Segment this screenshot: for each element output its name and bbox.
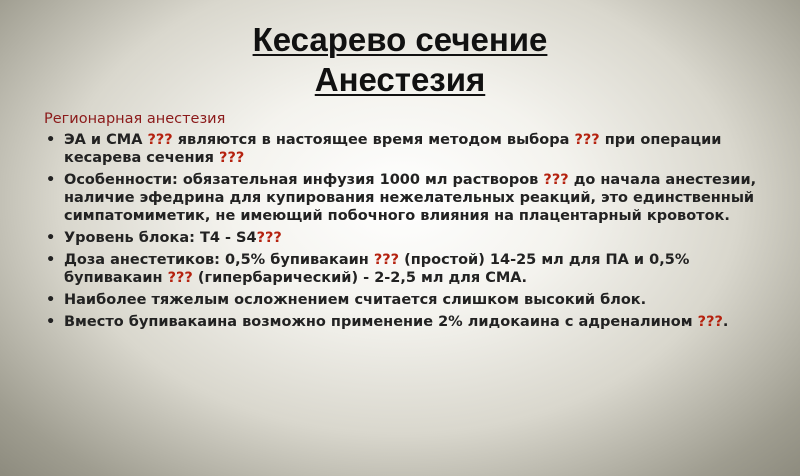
bullet-4-text-b: (простой) 14-25 мл для ПА и 0,5% бупивакаин <box>64 252 690 286</box>
title-line-2: Анестезия <box>314 61 486 98</box>
bullet-1-text-c: при операции кесарева сечения <box>64 132 722 166</box>
bullet-6-text-b: . <box>722 314 729 330</box>
title-line-1: Кесарево сечение <box>252 21 548 58</box>
bullet-item-3 <box>44 229 764 247</box>
bullet-4-text-c: (гипербарический) - 2-2,5 мл для СМА. <box>192 270 528 286</box>
bullet-1-question-marks-3: ??? <box>219 150 245 166</box>
bullet-4-question-marks-1: ??? <box>373 252 400 268</box>
bullet-item-6 <box>44 313 764 331</box>
bullet-6-question-marks-1: ??? <box>697 314 723 330</box>
bullet-item-4 <box>44 251 764 287</box>
bullet-3-text-a: Уровень блока: Т4 - S4 <box>64 230 257 246</box>
subheading: Регионарная анестезия <box>44 111 226 127</box>
bullet-item-1 <box>44 131 764 167</box>
bullet-2-question-marks-1: ??? <box>543 172 569 188</box>
bullet-item-2 <box>44 171 764 225</box>
bullet-2-text-b: до начала анестезии, наличие эфедрина для купирования нежелательных реакций, это единственный симпатомиметик, не имеющий побочного влияния на плацентарный кровоток. <box>64 172 757 224</box>
slide-title <box>0 20 800 100</box>
bullet-2-text-a: Особенности: обязательная инфузия 1000 мл растворов <box>64 172 544 188</box>
bullet-list <box>44 131 764 331</box>
bullet-4-question-marks-2: ??? <box>167 270 193 286</box>
bullet-4-text-a: Доза анестетиков: 0,5% бупивакаин <box>64 252 374 268</box>
bullet-1-question-marks-1: ??? <box>147 132 173 148</box>
slide-content <box>44 110 764 335</box>
bullet-3-question-marks-1: ??? <box>256 230 282 246</box>
bullet-5-text-a: Наиболее тяжелым осложнением считается слишком высокий блок. <box>64 292 647 308</box>
bullet-6-text-a: Вместо бупивакаина возможно применение 2% лидокаина с адреналином <box>64 314 698 330</box>
bullet-1-question-marks-2: ??? <box>574 132 600 148</box>
bullet-1-text-a: ЭА и СМА <box>64 132 148 148</box>
bullet-item-5 <box>44 291 764 309</box>
bullet-1-text-b: являются в настоящее время методом выбора <box>172 132 575 148</box>
